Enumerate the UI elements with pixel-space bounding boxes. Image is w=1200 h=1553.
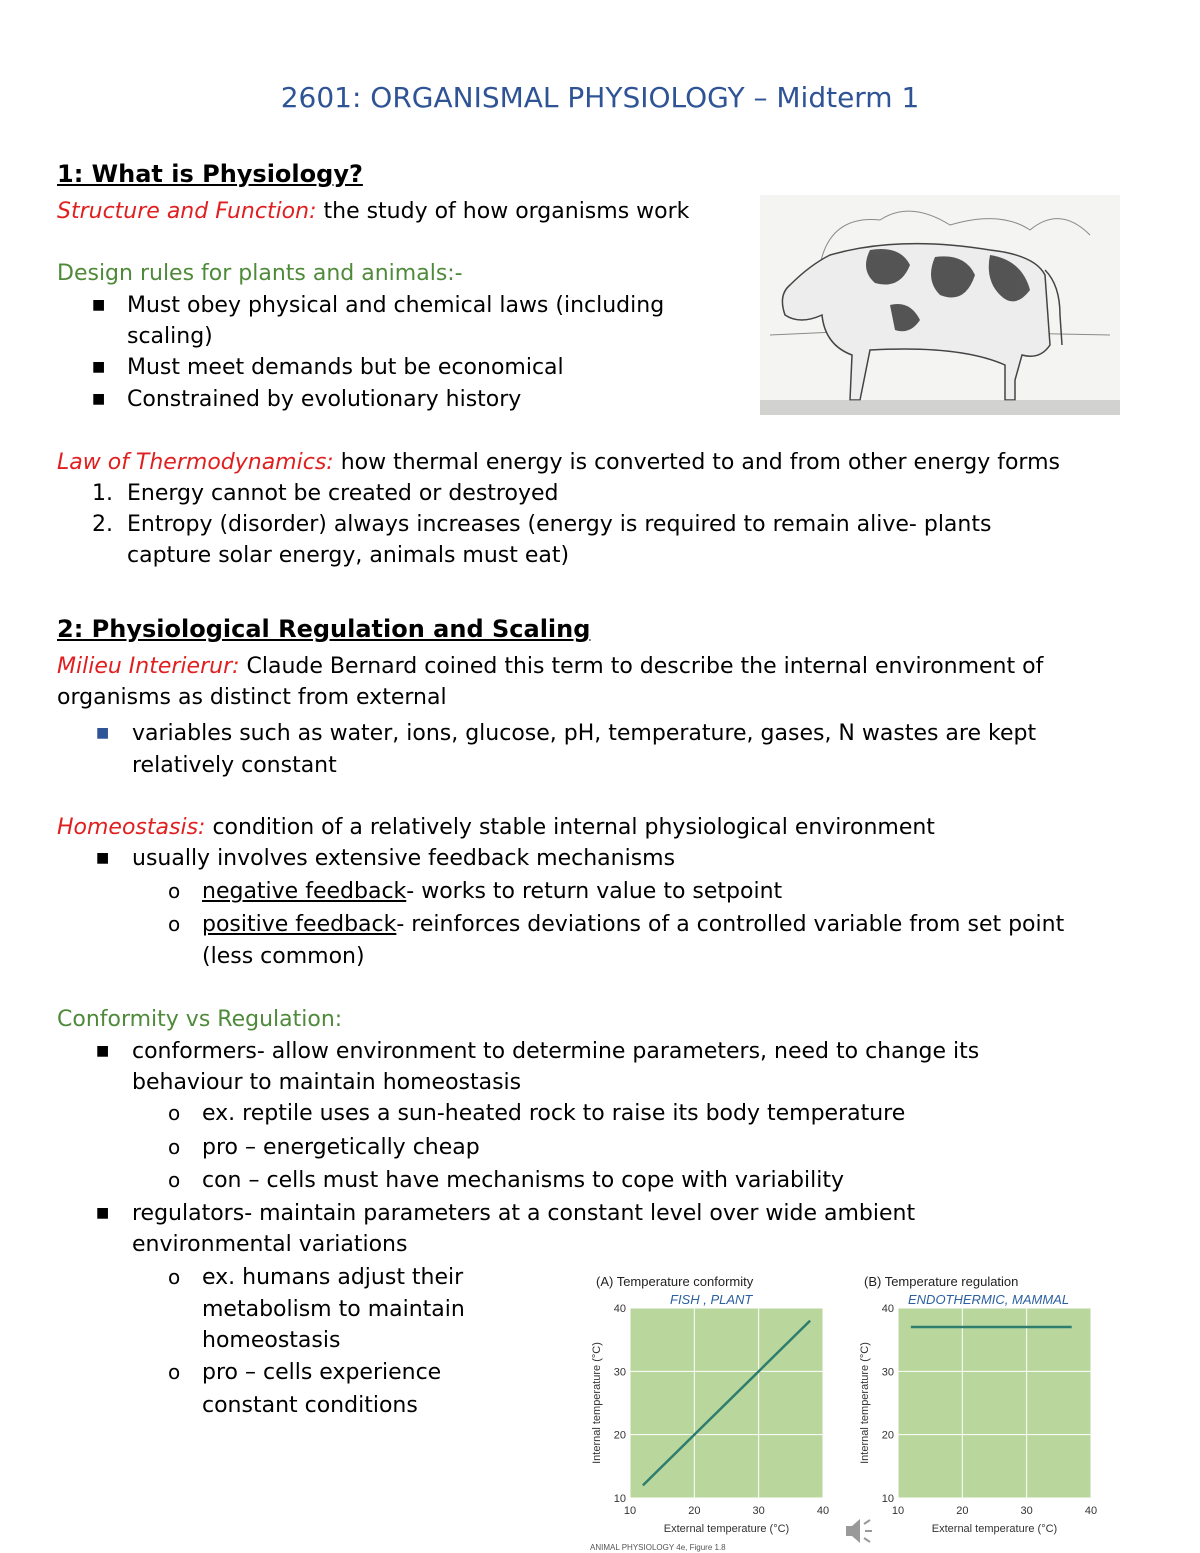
list-number: 1. <box>92 481 113 506</box>
circle-bullet-icon: o <box>168 1360 181 1384</box>
x-tick-label: 20 <box>956 1505 969 1517</box>
square-bullet-icon: ■ <box>96 850 110 866</box>
y-tick-label: 40 <box>881 1303 894 1315</box>
square-bullet-icon: ■ <box>92 297 106 313</box>
milieu-item: relatively constant <box>132 753 337 778</box>
chart-title: (A) Temperature conformity <box>596 1274 754 1289</box>
milieu-label: Milieu Interierur: <box>57 654 240 679</box>
x-tick-label: 40 <box>816 1505 830 1517</box>
positive-feedback-item <box>202 909 1064 940</box>
structure-definition <box>57 196 689 227</box>
milieu-text: Claude Bernard coined this term to describe the internal environment of <box>239 654 1044 679</box>
square-bullet-icon: ■ <box>92 359 106 375</box>
handwritten-annotation: ENDOTHERMIC, MAMMAL <box>908 1292 1070 1307</box>
negative-feedback-label: negative feedback <box>202 879 407 904</box>
law-item: Entropy (disorder) always increases (energy is required to remain alive- plants <box>127 512 992 537</box>
design-item: Must obey physical and chemical laws (including <box>127 293 665 318</box>
thermodynamics-definition <box>57 447 1060 478</box>
design-item: Must meet demands but be economical <box>127 355 564 380</box>
square-bullet-icon: ■ <box>96 1043 110 1059</box>
negative-feedback-item <box>202 876 782 907</box>
structure-label: Structure and Function: <box>57 199 317 224</box>
plot-area <box>898 1308 1091 1498</box>
regulators-sub: constant conditions <box>202 1393 418 1418</box>
thermodynamics-text: how thermal energy is converted to and from other energy forms <box>333 450 1060 475</box>
square-bullet-icon: ■ <box>96 1205 110 1221</box>
cow-illustration <box>760 195 1120 415</box>
regulators-item: regulators- maintain parameters at a constant level over wide ambient <box>132 1201 916 1226</box>
homeostasis-definition <box>57 812 935 843</box>
section-1-heading: 1: What is Physiology? <box>57 160 363 188</box>
regulators-sub: pro – cells experience <box>202 1360 442 1385</box>
conformers-sub: ex. reptile uses a sun-heated rock to raise its body temperature <box>202 1101 906 1126</box>
conformers-item: conformers- allow environment to determine parameters, need to change its <box>132 1039 980 1064</box>
homeostasis-label: Homeostasis: <box>57 815 206 840</box>
y-tick-label: 40 <box>613 1303 626 1315</box>
y-tick-label: 30 <box>881 1366 894 1379</box>
design-rules-label: Design rules for plants and animals:- <box>57 261 463 286</box>
regulators-sub: metabolism to maintain <box>202 1297 465 1322</box>
y-tick-label: 10 <box>881 1493 894 1505</box>
positive-feedback-cont: (less common) <box>202 944 365 969</box>
circle-bullet-icon: o <box>168 912 181 936</box>
circle-bullet-icon: o <box>168 1168 181 1192</box>
x-axis-label: External temperature (°C) <box>663 1523 790 1535</box>
square-bullet-icon: ■ <box>92 391 106 407</box>
milieu-definition <box>57 651 1043 682</box>
temperature-figure <box>560 1250 1120 1553</box>
law-item: capture solar energy, animals must eat) <box>127 543 570 568</box>
thermodynamics-label: Law of Thermodynamics: <box>57 450 334 475</box>
structure-text: the study of how organisms work <box>316 199 690 224</box>
x-tick-label: 10 <box>891 1505 905 1517</box>
x-axis-label: External temperature (°C) <box>931 1523 1058 1535</box>
list-number: 2. <box>92 512 113 537</box>
homeostasis-item: usually involves extensive feedback mechanisms <box>132 846 676 871</box>
x-tick-label: 30 <box>1020 1505 1033 1517</box>
y-axis-label: Internal temperature (°C) <box>591 1342 603 1464</box>
milieu-text-cont: organisms as distinct from external <box>57 685 447 710</box>
y-axis-label: Internal temperature (°C) <box>859 1342 871 1464</box>
positive-feedback-text: - reinforces deviations of a controlled variable from set point <box>396 912 1065 937</box>
negative-feedback-text: - works to return value to setpoint <box>406 879 783 904</box>
conformers-sub: pro – energetically cheap <box>202 1135 480 1160</box>
handwritten-annotation: FISH , PLANT <box>670 1292 753 1307</box>
y-tick-label: 20 <box>613 1429 626 1442</box>
design-item: Constrained by evolutionary history <box>127 387 522 412</box>
figure-caption: ANIMAL PHYSIOLOGY 4e, Figure 1.8 <box>590 1543 726 1552</box>
circle-bullet-icon: o <box>168 1135 181 1159</box>
circle-bullet-icon: o <box>168 1101 181 1125</box>
circle-bullet-icon: o <box>168 1265 181 1289</box>
x-tick-label: 20 <box>688 1505 701 1517</box>
chart-title: (B) Temperature regulation <box>864 1274 1019 1289</box>
regulators-sub: homeostasis <box>202 1328 341 1353</box>
y-tick-label: 30 <box>613 1366 626 1379</box>
design-item: scaling) <box>127 324 213 349</box>
x-tick-label: 40 <box>1084 1505 1098 1517</box>
circle-bullet-icon: o <box>168 879 181 903</box>
homeostasis-text: condition of a relatively stable internal physiological environment <box>205 815 935 840</box>
x-tick-label: 10 <box>623 1505 637 1517</box>
y-tick-label: 10 <box>613 1493 626 1505</box>
section-2-heading: 2: Physiological Regulation and Scaling <box>57 615 591 643</box>
x-tick-label: 30 <box>752 1505 765 1517</box>
regulators-item: environmental variations <box>132 1232 408 1257</box>
conformers-item: behaviour to maintain homeostasis <box>132 1070 522 1095</box>
page-title: 2601: ORGANISMAL PHYSIOLOGY – Midterm 1 <box>280 81 920 114</box>
conformers-sub: con – cells must have mechanisms to cope with variability <box>202 1168 844 1193</box>
regulators-sub: ex. humans adjust their <box>202 1265 464 1290</box>
positive-feedback-label: positive feedback <box>202 912 397 937</box>
law-item: Energy cannot be created or destroyed <box>127 481 559 506</box>
square-bullet-icon: ■ <box>96 725 110 741</box>
y-tick-label: 20 <box>881 1429 894 1442</box>
milieu-item: variables such as water, ions, glucose, pH, temperature, gases, N wastes are kept <box>132 721 1037 746</box>
conformity-label: Conformity vs Regulation: <box>57 1007 343 1032</box>
